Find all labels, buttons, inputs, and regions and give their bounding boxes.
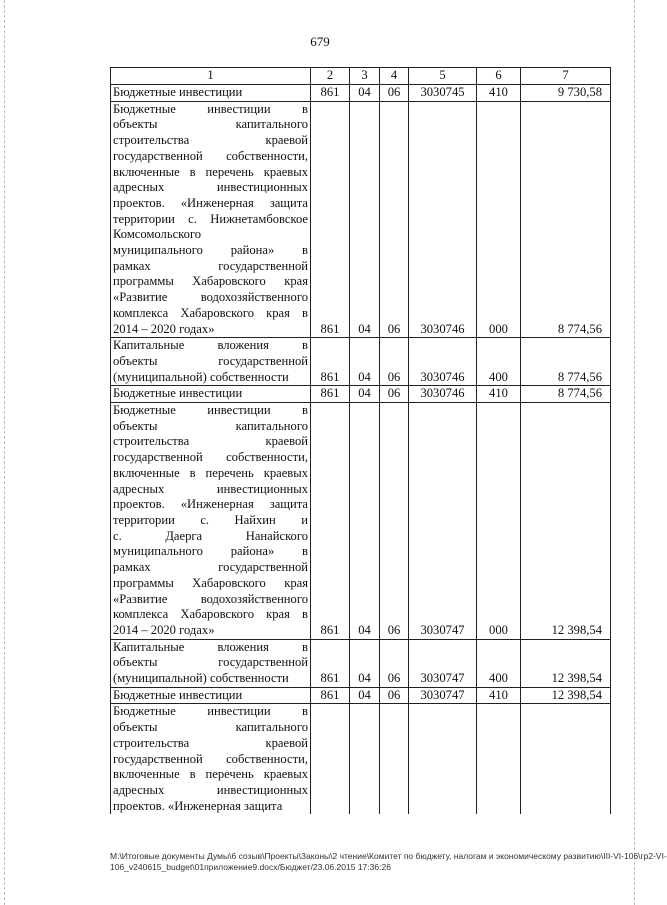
description-line: государственной собственности, bbox=[113, 450, 308, 465]
description-line: с. Даерга Нанайского bbox=[113, 528, 308, 543]
amount-cell bbox=[521, 704, 611, 814]
budget-table-body bbox=[111, 68, 611, 815]
description-line: адресных инвестиционных bbox=[113, 180, 308, 195]
description-line: проектов. «Инженерная защита bbox=[113, 497, 308, 512]
subsection-code-cell bbox=[380, 704, 409, 814]
description-line: Бюджетные инвестиции bbox=[113, 687, 243, 702]
row-description bbox=[111, 687, 311, 704]
scan-edge-left bbox=[4, 0, 5, 905]
description-line: программы Хабаровского края bbox=[113, 575, 308, 590]
description-line: адресных инвестиционных bbox=[113, 782, 308, 797]
table-row bbox=[111, 403, 611, 640]
amount-cell: 8 774,56 bbox=[521, 101, 611, 338]
row-description bbox=[111, 101, 311, 338]
description-line: (муниципальной) собственности bbox=[113, 671, 289, 686]
header-col-6: 6 bbox=[477, 68, 521, 85]
description-line: Капитальные вложения в bbox=[113, 338, 308, 353]
ministry-code-cell: 861 bbox=[311, 639, 350, 687]
table-row bbox=[111, 85, 611, 102]
footer-path-line-2: 106_v240615_budget\01приложение9.docx/Бюджет/23.06.2015 17:36:26 bbox=[110, 862, 391, 872]
ministry-code-cell: 861 bbox=[311, 338, 350, 386]
description-line: муниципального района» в bbox=[113, 243, 308, 258]
description-line: комплекса Хабаровского края в bbox=[113, 305, 308, 320]
ministry-code-cell: 861 bbox=[311, 687, 350, 704]
description-line: государственной собственности, bbox=[113, 751, 308, 766]
subsection-code-cell: 06 bbox=[380, 639, 409, 687]
section-code-cell: 04 bbox=[350, 386, 380, 403]
header-col-2: 2 bbox=[311, 68, 350, 85]
table-row bbox=[111, 704, 611, 814]
expense-type-cell: 000 bbox=[477, 403, 521, 640]
target-article-cell bbox=[409, 704, 477, 814]
budget-table bbox=[110, 67, 611, 814]
row-description bbox=[111, 386, 311, 403]
section-code-cell: 04 bbox=[350, 403, 380, 640]
description-line: включенные в перечень краевых bbox=[113, 767, 308, 782]
subsection-code-cell: 06 bbox=[380, 101, 409, 338]
ministry-code-cell: 861 bbox=[311, 403, 350, 640]
amount-cell: 12 398,54 bbox=[521, 403, 611, 640]
row-description bbox=[111, 85, 311, 102]
description-line: рамках государственной bbox=[113, 560, 308, 575]
description-line: Бюджетные инвестиции в bbox=[113, 704, 308, 719]
description-line: Комсомольского bbox=[113, 227, 202, 242]
expense-type-cell: 400 bbox=[477, 338, 521, 386]
row-description bbox=[111, 338, 311, 386]
header-col-5: 5 bbox=[409, 68, 477, 85]
description-line: Бюджетные инвестиции bbox=[113, 85, 243, 99]
expense-type-cell: 410 bbox=[477, 687, 521, 704]
section-code-cell: 04 bbox=[350, 101, 380, 338]
target-article-cell: 3030746 bbox=[409, 338, 477, 386]
subsection-code-cell: 06 bbox=[380, 85, 409, 102]
amount-cell: 9 730,58 bbox=[521, 85, 611, 102]
description-line: включенные в перечень краевых bbox=[113, 465, 308, 480]
description-line: территории с. Найхин и bbox=[113, 512, 308, 527]
section-code-cell: 04 bbox=[350, 639, 380, 687]
header-col-1: 1 bbox=[111, 68, 311, 85]
amount-cell: 12 398,54 bbox=[521, 639, 611, 687]
description-line: 2014 – 2020 годах» bbox=[113, 622, 215, 637]
description-line: объекты государственной bbox=[113, 353, 308, 368]
row-description bbox=[111, 639, 311, 687]
description-line: государственной собственности, bbox=[113, 148, 308, 163]
description-line: Бюджетные инвестиции в bbox=[113, 403, 308, 418]
description-line: рамках государственной bbox=[113, 258, 308, 273]
description-line: проектов. «Инженерная защита bbox=[113, 195, 308, 210]
section-code-cell: 04 bbox=[350, 338, 380, 386]
description-line: «Развитие водохозяйственного bbox=[113, 290, 308, 305]
description-line: объекты государственной bbox=[113, 655, 308, 670]
target-article-cell: 3030745 bbox=[409, 85, 477, 102]
expense-type-cell: 000 bbox=[477, 101, 521, 338]
target-article-cell: 3030747 bbox=[409, 687, 477, 704]
description-line: строительства краевой bbox=[113, 434, 308, 449]
expense-type-cell: 410 bbox=[477, 85, 521, 102]
table-row bbox=[111, 101, 611, 338]
description-line: комплекса Хабаровского края в bbox=[113, 607, 308, 622]
table-row bbox=[111, 386, 611, 403]
description-line: строительства краевой bbox=[113, 735, 308, 750]
header-col-4: 4 bbox=[380, 68, 409, 85]
description-line: программы Хабаровского края bbox=[113, 274, 308, 289]
footer-path-line-1: M:\Итоговые документы Думы\6 созыв\Проекты\Законы\2 чтение\Комитет по бюджету, налогам и экономическому развитию\III-VI-106\гр2-VI- bbox=[110, 851, 667, 861]
description-line: Бюджетные инвестиции bbox=[113, 386, 243, 401]
expense-type-cell: 400 bbox=[477, 639, 521, 687]
target-article-cell: 3030747 bbox=[409, 403, 477, 640]
ministry-code-cell: 861 bbox=[311, 101, 350, 338]
target-article-cell: 3030746 bbox=[409, 101, 477, 338]
description-line: «Развитие водохозяйственного bbox=[113, 591, 308, 606]
header-col-7: 7 bbox=[521, 68, 611, 85]
description-line: строительства краевой bbox=[113, 133, 308, 148]
section-code-cell bbox=[350, 704, 380, 814]
table-row bbox=[111, 687, 611, 704]
table-row bbox=[111, 338, 611, 386]
expense-type-cell: 410 bbox=[477, 386, 521, 403]
description-line: проектов. «Инженерная защита bbox=[113, 798, 283, 813]
ministry-code-cell bbox=[311, 704, 350, 814]
description-line: Бюджетные инвестиции в bbox=[113, 101, 308, 116]
page-number: 679 bbox=[310, 34, 330, 49]
description-line: объекты капитального bbox=[113, 418, 308, 433]
description-line: объекты капитального bbox=[113, 720, 308, 735]
ministry-code-cell: 861 bbox=[311, 386, 350, 403]
description-line: 2014 – 2020 годах» bbox=[113, 321, 215, 336]
section-code-cell: 04 bbox=[350, 85, 380, 102]
section-code-cell: 04 bbox=[350, 687, 380, 704]
description-line: Капитальные вложения в bbox=[113, 639, 308, 654]
table-row bbox=[111, 639, 611, 687]
target-article-cell: 3030746 bbox=[409, 386, 477, 403]
amount-cell: 8 774,56 bbox=[521, 386, 611, 403]
header-col-3: 3 bbox=[350, 68, 380, 85]
amount-cell: 8 774,56 bbox=[521, 338, 611, 386]
subsection-code-cell: 06 bbox=[380, 403, 409, 640]
table-header-row bbox=[111, 68, 611, 85]
document-footer bbox=[110, 851, 667, 873]
amount-cell: 12 398,54 bbox=[521, 687, 611, 704]
description-line: объекты капитального bbox=[113, 117, 308, 132]
description-line: включенные в перечень краевых bbox=[113, 164, 308, 179]
row-description bbox=[111, 403, 311, 640]
description-line: муниципального района» в bbox=[113, 544, 308, 559]
subsection-code-cell: 06 bbox=[380, 338, 409, 386]
description-line: (муниципальной) собственности bbox=[113, 369, 289, 384]
scan-edge-right bbox=[634, 0, 635, 905]
subsection-code-cell: 06 bbox=[380, 386, 409, 403]
description-line: адресных инвестиционных bbox=[113, 481, 308, 496]
description-line: территории с. Нижнетамбовское bbox=[113, 211, 308, 226]
row-description bbox=[111, 704, 311, 814]
subsection-code-cell: 06 bbox=[380, 687, 409, 704]
target-article-cell: 3030747 bbox=[409, 639, 477, 687]
expense-type-cell bbox=[477, 704, 521, 814]
ministry-code-cell: 861 bbox=[311, 85, 350, 102]
